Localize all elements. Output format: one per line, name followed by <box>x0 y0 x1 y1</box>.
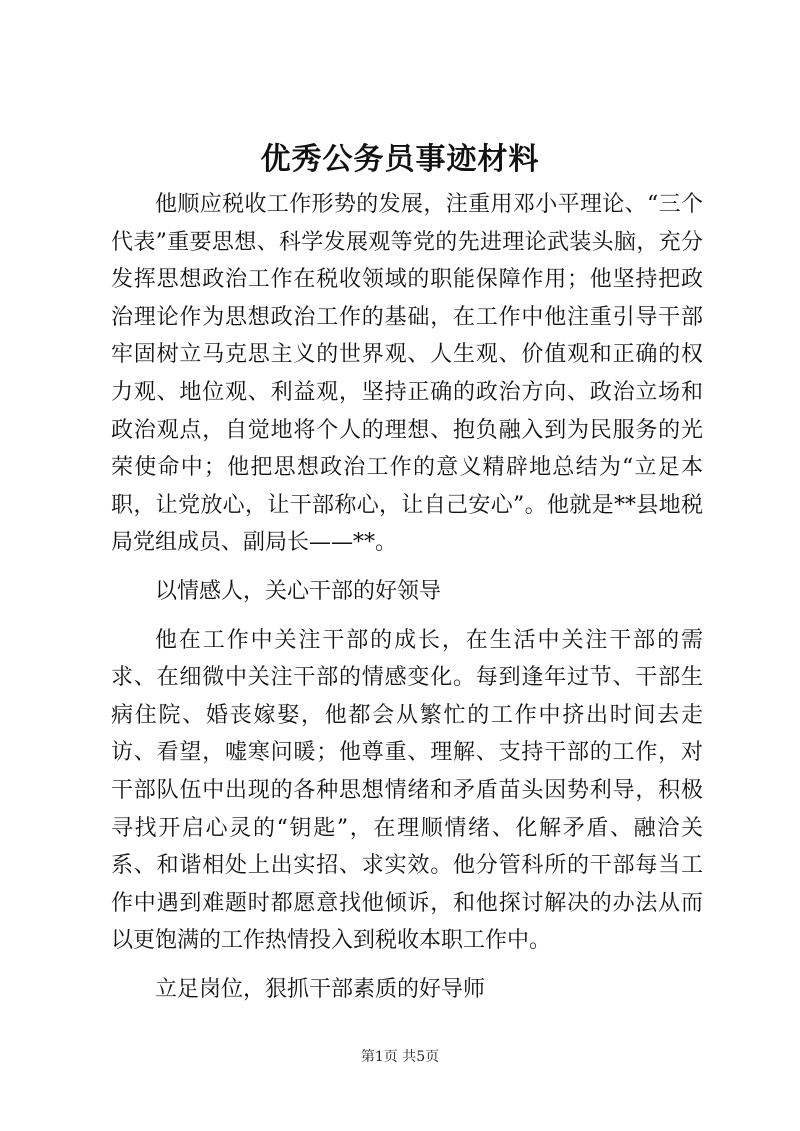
paragraph-spacer <box>111 562 703 573</box>
section-heading-1: 以情感人，关心干部的好领导 <box>155 578 442 604</box>
paragraph-spacer <box>111 611 703 622</box>
paragraph-1: 他顺应税收工作形势的发展，注重用邓小平理论、“三个代表”重要思想、科学发展观等党的先进理论武装头脑，充分发挥思想政治工作在税收领域的职能保障作用；他坚持把政治理论作为思想政治工作的基础，在工作中他注重引导干部牢固树立马克思主义的世界观、人生观、价值观和正确的权力观、地位观、利益观，坚持正确的政治方向、政治立场和政治观点，自觉地将个人的理想、抱负融入到为民服务的光荣使命中；他把思想政治工作的意义精辟地总结为“立足本职，让党放心，让干部称心，让自己安心”。他就是**县地税局党组成员、副局长——**。 <box>111 192 703 556</box>
document-title: 优秀公务员事迹材料 <box>260 142 540 177</box>
section-heading-2: 立足岗位，狠抓干部素质的好导师 <box>155 976 486 1002</box>
document-body <box>111 186 703 1008</box>
paragraph-2: 他在工作中关注干部的成长，在生活中关注干部的需求、在细微中关注干部的情感变化。每到逢年过节、干部生病住院、婚丧嫁娶，他都会从繁忙的工作中挤出时间去走访、看望，嘘寒问暖；他尊重、理解、支持干部的工作，对干部队伍中出现的各种思想情绪和矛盾苗头因势利导，积极寻找开启心灵的“钥匙”，在理顺情绪、化解矛盾、融洽关系、和谐相处上出实招、求实效。他分管科所的干部每当工作中遇到难题时都愿意找他倾诉，和他探讨解决的办法从而以更饱满的工作热情投入到税收本职工作中。 <box>111 627 703 954</box>
paragraph-spacer <box>111 960 703 971</box>
page-number-footer: 第1页 共5页 <box>360 1049 440 1065</box>
